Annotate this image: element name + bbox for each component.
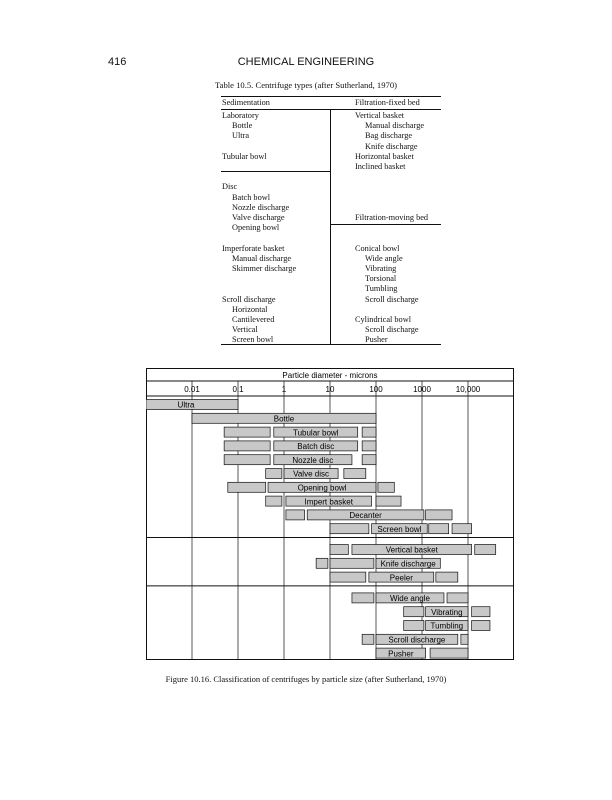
table-header-sedimentation: Sedimentation [222, 98, 270, 107]
range-bar [426, 510, 452, 520]
range-bar [330, 545, 348, 555]
table-cell: Inclined basket [355, 162, 406, 171]
range-bar [330, 572, 366, 582]
table-right-divider [331, 224, 441, 225]
range-bar [224, 441, 270, 451]
tick-label: 1 [281, 385, 287, 394]
table-cell: Bag discharge [365, 131, 413, 141]
table-cell: Ultra [232, 131, 250, 141]
table-cell: Scroll discharge [222, 294, 276, 304]
running-title: CHEMICAL ENGINEERING [237, 56, 375, 68]
table-header-rule [221, 109, 441, 110]
bar-label: Batch disc [297, 442, 335, 452]
bar-label: Valve disc [293, 469, 329, 479]
range-bar [330, 524, 369, 534]
tick-label: 100 [369, 385, 383, 394]
table-caption: Table 10.5. Centrifuge types (after Sutherland, 1970) [215, 80, 397, 90]
table-cell: Manual discharge [232, 253, 292, 263]
table-cell: Pusher [365, 335, 388, 345]
tick-label: 10 [325, 385, 335, 394]
bar-label: Decanter [349, 511, 382, 521]
table-top-rule [221, 96, 441, 97]
range-bar [344, 469, 366, 479]
tick-label: 10,000 [455, 385, 481, 394]
table-cell: Disc [222, 182, 238, 192]
table-cell: Horizontal [232, 304, 268, 314]
range-bar [330, 558, 374, 568]
table-left-divider [221, 171, 330, 172]
table-cell: Scroll discharge [365, 325, 419, 335]
table-cell: Cylindrical bowl [355, 315, 411, 324]
table-cell: Filtration-moving bed [355, 213, 429, 222]
range-bar [266, 469, 282, 479]
range-bar [461, 634, 468, 644]
table-cell: Scroll discharge [365, 294, 419, 304]
table-header-filtration-fixed: Filtration-fixed bed [355, 98, 420, 107]
range-bar [362, 427, 376, 437]
chart-title: Particle diameter - microns [282, 371, 378, 380]
bar-label: Vibrating [431, 607, 463, 617]
range-bar [472, 607, 490, 617]
range-bar [224, 455, 270, 465]
range-bar [352, 593, 374, 603]
range-bar [362, 634, 374, 644]
table-cell: Tumbling [365, 284, 398, 294]
range-bar [475, 545, 496, 555]
table-cell: Valve discharge [232, 213, 285, 222]
centrifuge-particle-size-chart [146, 368, 514, 660]
bar-label: Tumbling [430, 621, 464, 631]
table-cell: Vertical basket [355, 111, 405, 120]
table-cell: Vertical [232, 325, 258, 335]
table-cell: Batch bowl [232, 192, 271, 202]
range-bar [452, 524, 472, 534]
table-cell: Laboratory [222, 111, 259, 120]
table-cell: Nozzle discharge [232, 202, 290, 212]
tick-label: 0.1 [232, 385, 244, 394]
range-bar [362, 455, 376, 465]
table-cell: Manual discharge [365, 121, 425, 131]
table-cell: Imperforate basket [222, 243, 285, 253]
table-column-divider [330, 109, 331, 344]
table-cell: Cantilevered [232, 315, 275, 324]
bar-label: Ultra [177, 400, 195, 410]
range-bar [472, 621, 490, 631]
range-bar [436, 572, 458, 582]
page-number: 416 [108, 56, 127, 68]
bar-label: Screen bowl [377, 524, 422, 534]
range-bar [376, 496, 401, 506]
table-cell: Horizontal basket [355, 151, 414, 161]
bar-label: Vertical basket [385, 545, 438, 555]
range-bar [404, 607, 424, 617]
centrifuge-types-table [221, 96, 441, 344]
bar-label: Scroll discharge [388, 635, 446, 645]
tick-label: 0.01 [184, 385, 200, 394]
range-bar [404, 621, 424, 631]
bar-label: Bottle [273, 414, 295, 424]
range-bar [378, 482, 394, 492]
range-bar [429, 524, 449, 534]
range-bar [224, 427, 270, 437]
range-bar [266, 496, 282, 506]
range-bar [430, 648, 468, 658]
bar-label: Knife discharge [380, 559, 436, 569]
table-cell: Torsional [365, 274, 397, 284]
table-cell: Conical bowl [355, 243, 400, 253]
table-cell: Skimmer discharge [232, 264, 297, 273]
bar-label: Tubular bowl [292, 428, 339, 438]
range-bar [228, 482, 266, 492]
tick-label: 1000 [413, 385, 431, 394]
table-cell: Tubular bowl [222, 151, 267, 161]
range-bar [362, 441, 376, 451]
range-bar [316, 558, 328, 568]
table-cell: Vibrating [365, 264, 397, 273]
range-bar [447, 593, 468, 603]
bar-label: Impert basket [304, 497, 353, 507]
bar-label: Peeler [389, 573, 413, 583]
bar-label: Wide angle [389, 594, 430, 604]
bar-label: Pusher [388, 649, 414, 659]
table-cell: Screen bowl [232, 335, 274, 345]
table-cell: Bottle [232, 121, 253, 131]
table-cell: Knife discharge [365, 141, 418, 151]
range-bar [286, 510, 305, 520]
table-cell: Opening bowl [232, 223, 280, 233]
bar-label: Nozzle disc [292, 455, 334, 465]
table-cell: Wide angle [365, 253, 403, 263]
bar-label: Opening bowl [297, 483, 347, 493]
figure-caption: Figure 10.16. Classification of centrifuges by particle size (after Sutherland, 1970) [165, 674, 447, 684]
